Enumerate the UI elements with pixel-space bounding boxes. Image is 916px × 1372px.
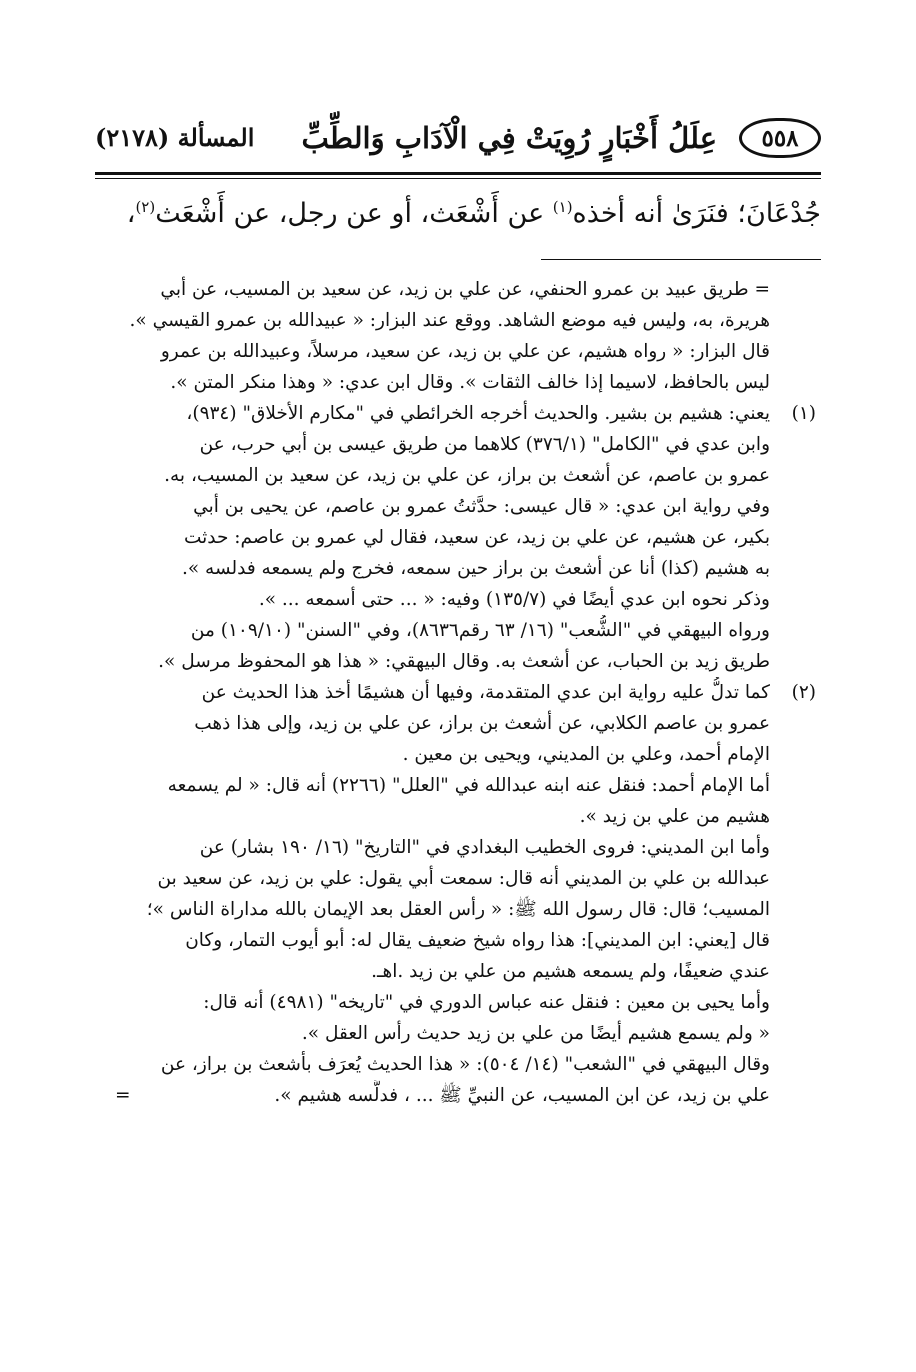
main-text-part3: ، bbox=[126, 198, 136, 229]
footnote-2-line: وقال البيهقي في "الشعب" (١٤/ ٥٠٤): « هذا الحديث يُعرَف بأشعث بن براز، عن bbox=[160, 1054, 770, 1075]
footnote-1-line bbox=[95, 398, 816, 429]
footnote-2-line: أما الإمام أحمد: فنقل عنه ابنه عبدالله في "العلل" (٢٢٦٦) أنه قال: « لم يسمعه bbox=[167, 775, 770, 796]
footnote-2-line: عبدالله بن علي بن المديني أنه قال: سمعت أبي يقول: علي بن زيد، عن سعيد بن bbox=[157, 868, 770, 889]
footnote-1-line: ورواه البيهقي في "الشُّعب" (١٦/ ٦٣ رقم٨٦٣٦)، وفي "السنن" (١٠٩/١٠) من bbox=[190, 620, 770, 641]
footnote-1-line: وذكر نحوه ابن عدي أيضًا في (١٣٥/٧) وفيه: « ... حتى أسمعه ... ». bbox=[258, 589, 770, 610]
footnote-1-line: وفي رواية ابن عدي: « قال عيسى: حدَّثتُ عمرو بن عاصم، عن يحيى بن أبي bbox=[193, 496, 770, 517]
footnote-2-line bbox=[95, 677, 816, 708]
continuation-line: هريرة، به، وليس فيه موضع الشاهد. ووقع عند البزار: « عبيدالله بن عمرو القيسي ». bbox=[129, 310, 770, 331]
footnote-1-text: يعني: هشيم بن بشير. والحديث أخرجه الخرائطي في "مكارم الأخلاق" (٩٣٤)، bbox=[186, 403, 770, 424]
book-title: عِلَلُ أَخْبَارٍ رُوِيَتْ فِي الْآدَابِ وَالطِّبِّ bbox=[301, 121, 717, 155]
footnote-1-line: به هشيم (كذا) أنا عن أشعث بن براز حين سمعه، فخرج ولم يسمعه فدلسه ». bbox=[181, 558, 770, 579]
page-number-badge bbox=[739, 118, 821, 158]
footnote-1-line: طريق زيد بن الحباب، عن أشعث به. وقال البيهقي: « هذا هو المحفوظ مرسل ». bbox=[158, 651, 770, 672]
continuation-line: ليس بالحافظ، لاسيما إذا خالف الثقات ». وقال ابن عدي: « وهذا منكر المتن ». bbox=[170, 372, 770, 393]
footnote-1-line: عمرو بن عاصم، عن أشعث بن براز، عن علي بن زيد، عن سعيد بن المسيب، به. bbox=[164, 465, 770, 486]
main-text-line bbox=[95, 190, 821, 238]
main-text-part2: عن أَشْعَث، أو عن رجل، عن أَشْعَث bbox=[155, 198, 553, 229]
continues-mark: = bbox=[115, 1085, 131, 1106]
footnote-1-line: بكير، عن هشيم، عن علي بن زيد، عن سعيد، فقال لي عمرو بن عاصم: حدثت bbox=[183, 527, 770, 548]
footnote-separator bbox=[541, 259, 821, 260]
footnote-1-marker: (١) bbox=[791, 403, 816, 424]
footnote-2-line: « ولم يسمع هشيم أيضًا من علي بن زيد حديث رأس العقل ». bbox=[301, 1023, 770, 1044]
footnote-2-line: عمرو بن عاصم الكلابي، عن أشعث بن براز، عن علي بن زيد، وإلى هذا ذهب bbox=[194, 713, 770, 734]
header-rule-thin bbox=[95, 178, 821, 179]
footnote-2-text: كما تدلُّ عليه رواية ابن عدي المتقدمة، وفيها أن هشيمًا أخذ هذا الحديث عن bbox=[201, 682, 770, 703]
footnote-2-line: هشيم من علي بن زيد ». bbox=[579, 806, 770, 827]
footnote-2-line: الإمام أحمد، وعلي بن المديني، ويحيى بن معين . bbox=[402, 744, 770, 765]
continuation-line: = طريق عبيد بن عمرو الحنفي، عن علي بن زيد، عن سعيد بن المسيب، عن أبي bbox=[160, 279, 770, 300]
footnote-2-line: عندي ضعيفًا، ولم يسمعه هشيم من علي بن زيد .اهـ. bbox=[371, 961, 770, 982]
page-number: ٥٥٨ bbox=[761, 124, 799, 152]
footnote-ref-2[interactable]: (٢) bbox=[135, 198, 156, 216]
footnote-2-text: علي بن زيد، عن ابن المسيب، عن النبيِّ ﷺ ... ، فدلَّسه هشيم ». bbox=[274, 1085, 770, 1106]
page-header bbox=[95, 118, 821, 160]
main-text-part1: جُدْعَانَ؛ فنَرَىٰ أنه أخذه bbox=[572, 198, 821, 229]
footnote-2-line: المسيب؛ قال: قال رسول الله ﷺ: « رأس العقل بعد الإيمان بالله مداراة الناس »؛ bbox=[146, 899, 770, 920]
footnote-2-line: وأما ابن المديني: فروى الخطيب البغدادي في "التاريخ" (١٦/ ١٩٠ بشار) عن bbox=[199, 837, 770, 858]
footnotes bbox=[95, 274, 816, 1111]
continuation-line: قال البزار: « رواه هشيم، عن علي بن زيد، عن سعيد، مرسلاً، وعبيدالله بن عمرو bbox=[160, 341, 770, 362]
footnote-2-last-line bbox=[95, 1080, 816, 1111]
footnote-2-line: وأما يحيى بن معين : فنقل عنه عباس الدوري في "تاريخه" (٤٩٨١) أنه قال: bbox=[203, 992, 770, 1013]
footnote-1-line: وابن عدي في "الكامل" (٣٧٦/١) كلاهما من طريق عيسى بن أبي حرب، عن bbox=[199, 434, 770, 455]
issue-label: المسألة (٢١٧٨) bbox=[95, 123, 255, 152]
footnote-2-marker: (٢) bbox=[791, 682, 816, 703]
header-rule bbox=[95, 172, 821, 175]
footnote-2-line: قال [يعني: ابن المديني]: هذا رواه شيخ ضعيف يقال له: أبو أيوب التمار، وكان bbox=[185, 930, 770, 951]
footnote-ref-1[interactable]: (١) bbox=[552, 198, 573, 216]
